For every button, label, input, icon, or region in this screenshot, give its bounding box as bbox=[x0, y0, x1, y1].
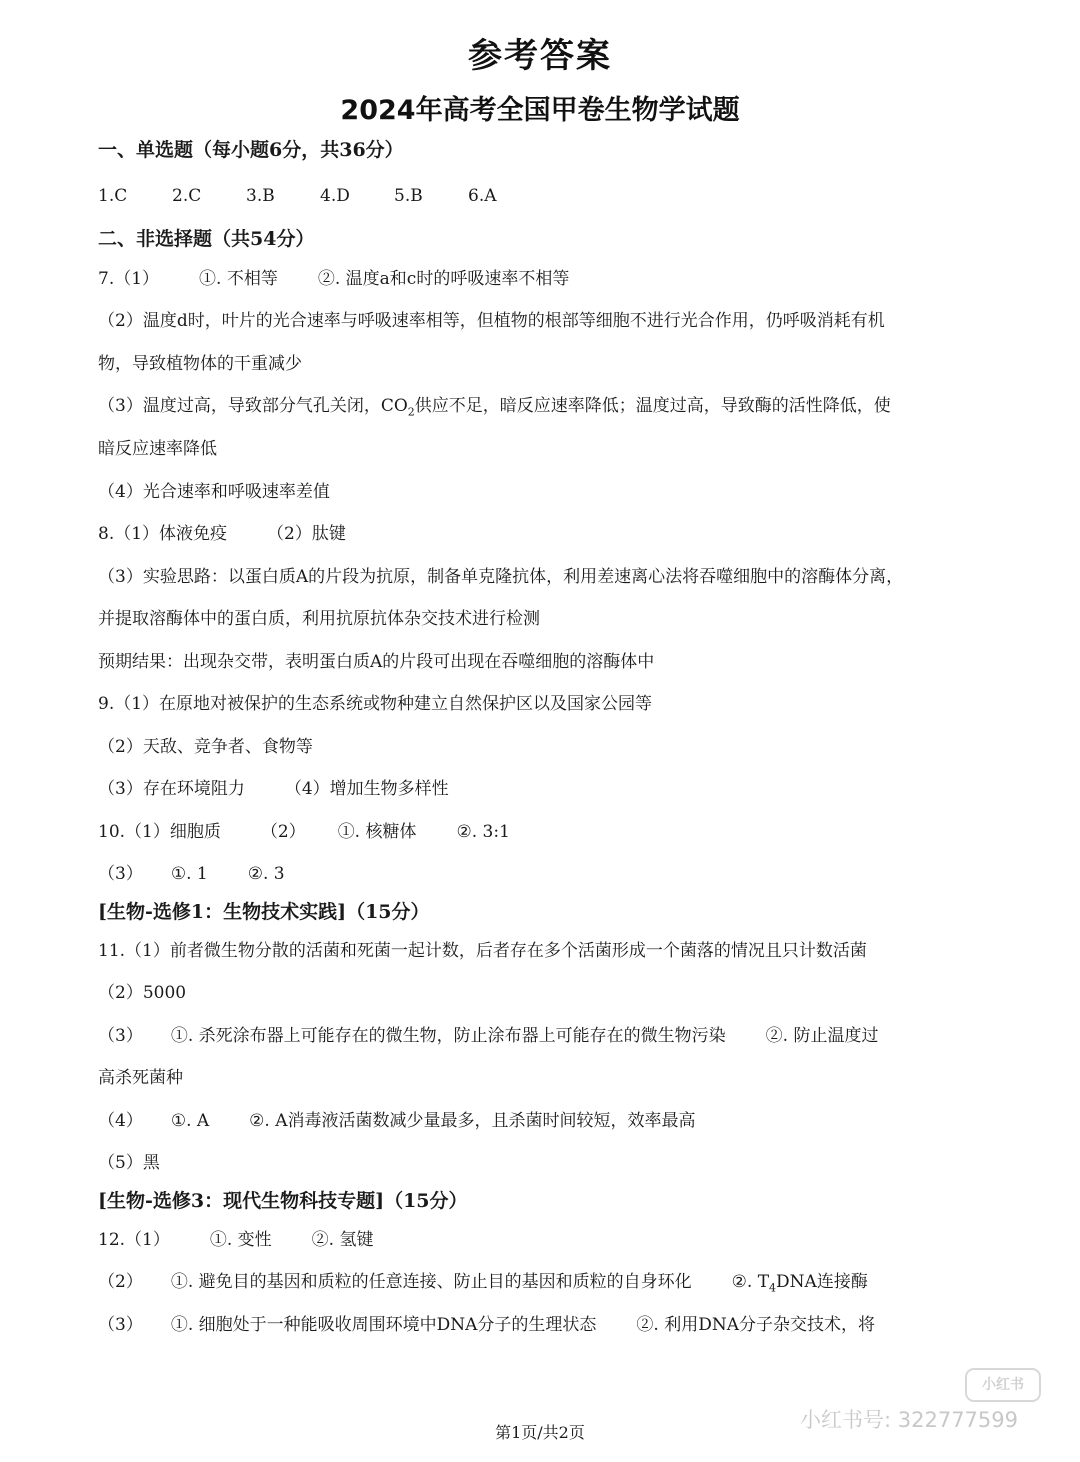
section-heading-elective-1: [生物-选修1：生物技术实践]（15分） bbox=[98, 901, 430, 923]
q12-part3: （3） ①. 细胞处于一种能吸收周围环境中DNA分子的生理状态 ②. 利用DNA分子杂交技术，将 bbox=[98, 1315, 876, 1335]
page-number: 第1页/共2页 bbox=[495, 1423, 585, 1442]
answer-4: 4.D bbox=[320, 186, 350, 206]
watermark-text: 小红书号: 322777599 bbox=[800, 1408, 1018, 1432]
q8-part3-line1: （3）实验思路：以蛋白质A的片段为抗原，制备单克隆抗体，利用差速离心法将吞噬细胞中的溶酶体分离， bbox=[98, 567, 904, 587]
q12-part2: （2） ①. 避免目的基因和质粒的任意连接、防止目的基因和质粒的自身环化 ②. $T_4DNA$连接酶 bbox=[98, 1272, 868, 1295]
q8-part1-2: 8.（1）体液免疫 （2）肽键 bbox=[98, 524, 346, 544]
q10-part1-2: 10.（1）细胞质 （2） ①. 核糖体 ②. 3:1 bbox=[98, 822, 510, 842]
q7-part1: 7.（1） ①. 不相等 ②. 温度a和c时的呼吸速率不相等 bbox=[98, 269, 570, 289]
q9-part1: 9.（1）在原地对被保护的生态系统或物种建立自然保护区以及国家公园等 bbox=[98, 694, 653, 714]
q11-part3-line2: 高杀死菌种 bbox=[98, 1068, 183, 1088]
q11-part3-line1: （3） ①. 杀死涂布器上可能存在的微生物，防止涂布器上可能存在的微生物污染 ②. 防止温度过 bbox=[98, 1026, 879, 1046]
page-title: 参考答案 bbox=[468, 36, 612, 76]
answer-6: 6.A bbox=[468, 186, 497, 206]
q7-part3-line1: （3）温度过高，导致部分气孔关闭，$CO_2$供应不足，暗反应速率降低；温度过高，导致酶的活性降低，使 bbox=[98, 396, 891, 419]
single-choice-answers bbox=[98, 184, 542, 208]
exam-title: 2024年高考全国甲卷生物学试题 bbox=[340, 95, 740, 126]
q7-part3-line2: 暗反应速率降低 bbox=[98, 439, 217, 459]
section-heading-elective-3: [生物-选修3：现代生物科技专题]（15分） bbox=[98, 1190, 468, 1212]
q11-part4: （4） ①. A ②. A消毒液活菌数减少量最多，且杀菌时间较短，效率最高 bbox=[98, 1111, 696, 1131]
answer-3: 3.B bbox=[246, 186, 275, 206]
answer-1: 1.C bbox=[98, 186, 128, 206]
q11-part5: （5）黑 bbox=[98, 1153, 160, 1173]
q12-part1: 12.（1） ①. 变性 ②. 氢键 bbox=[98, 1230, 374, 1250]
q10-part3: （3） ①. 1 ②. 3 bbox=[98, 864, 285, 884]
q7-part2-line2: 物，导致植物体的干重减少 bbox=[98, 354, 302, 374]
section-heading-non-choice: 二、非选择题（共54分） bbox=[98, 228, 315, 250]
q9-part2: （2）天敌、竞争者、食物等 bbox=[98, 737, 313, 757]
answer-5: 5.B bbox=[394, 186, 423, 206]
q7-part2-line1: （2）温度d时，叶片的光合速率与呼吸速率相等，但植物的根部等细胞不进行光合作用，仍呼吸消耗有机 bbox=[98, 311, 885, 331]
section-heading-single-choice: 一、单选题（每小题6分，共36分） bbox=[98, 139, 404, 161]
q11-part2: （2）5000 bbox=[98, 983, 187, 1003]
answer-2: 2.C bbox=[172, 186, 202, 206]
q7-part4: （4）光合速率和呼吸速率差值 bbox=[98, 482, 330, 502]
q8-part3-line2: 并提取溶酶体中的蛋白质，利用抗原抗体杂交技术进行检测 bbox=[98, 609, 540, 629]
q9-part3-4: （3）存在环境阻力 （4）增加生物多样性 bbox=[98, 779, 449, 799]
watermark-logo: 小红书 bbox=[965, 1368, 1041, 1402]
q11-part1: 11.（1）前者微生物分散的活菌和死菌一起计数，后者存在多个活菌形成一个菌落的情况且只计数活菌 bbox=[98, 941, 867, 961]
q8-expected-result: 预期结果：出现杂交带，表明蛋白质A的片段可出现在吞噬细胞的溶酶体中 bbox=[98, 652, 655, 672]
